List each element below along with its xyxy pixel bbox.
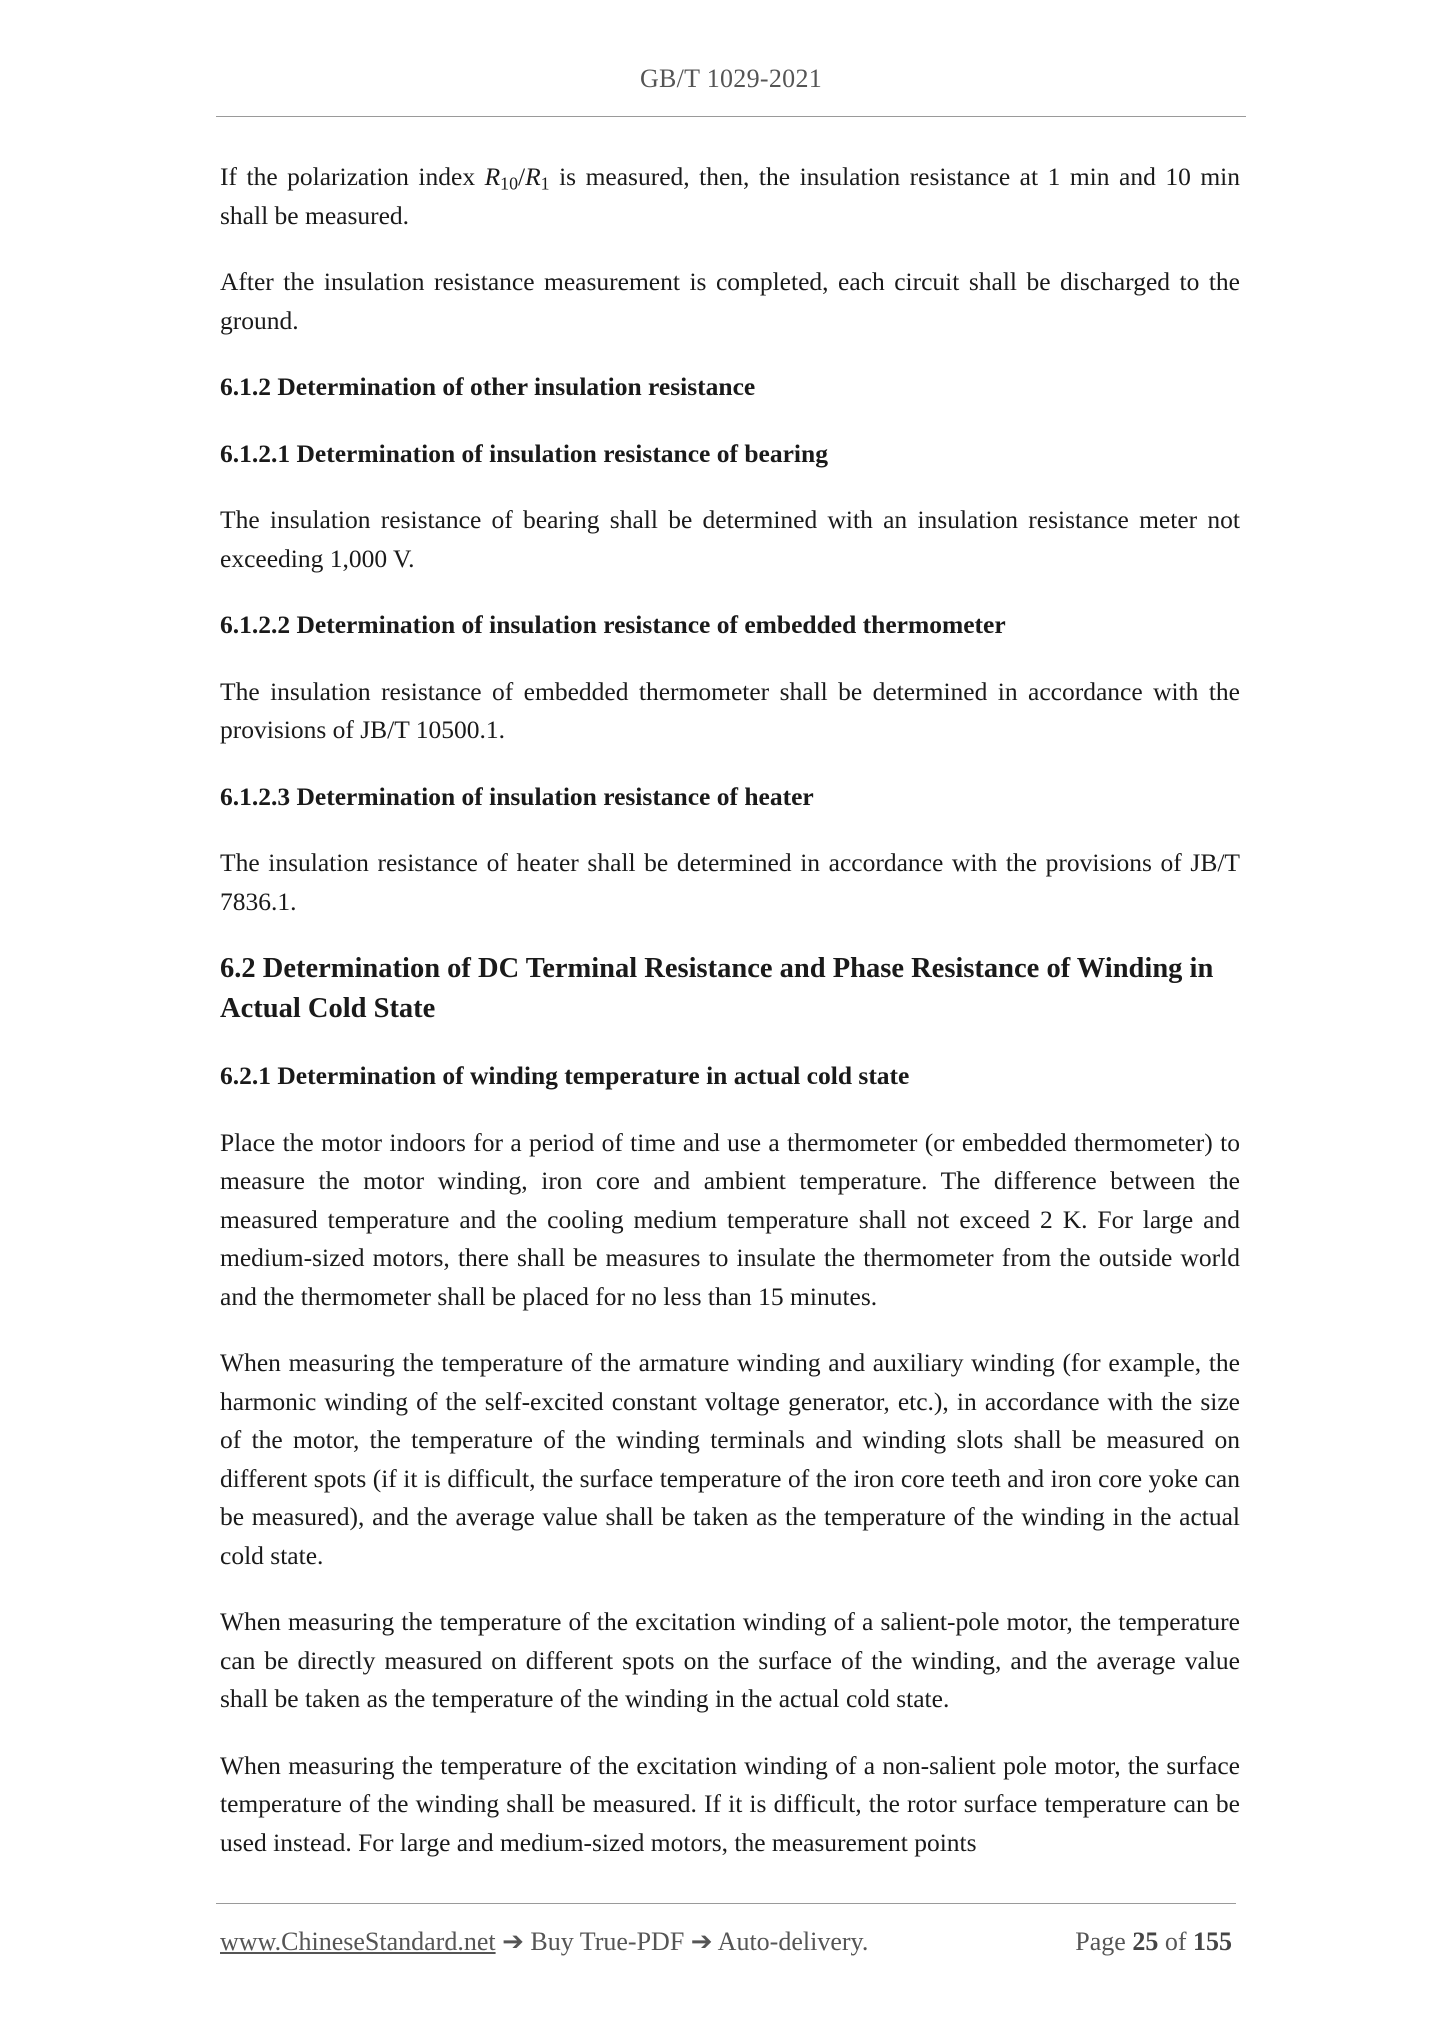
heading-6-1-2-1: 6.1.2.1 Determination of insulation resistance of bearing	[220, 438, 828, 468]
heading-6-2-1: 6.2.1 Determination of winding temperature in actual cold state	[220, 1061, 910, 1090]
paragraph-armature-winding: When measuring the temperature of the armature winding and auxiliary winding (for example, the harmonic winding of the self-excited constant voltage generator, etc.), in accordance with the size of the motor, the temperature of the winding terminals and winding slots shall be measured on different spots (if it is difficult, the surface temperature of the iron core teeth and iron core yoke can be measured), and the average value shall be taken as the temperature of the winding in the actual cold state.	[220, 1348, 1240, 1570]
paragraph-heater: The insulation resistance of heater shall be determined in accordance with the provisions of JB/T 7836.1.	[220, 848, 1240, 916]
paragraph-bearing: The insulation resistance of bearing shall be determined with an insulation resistance meter not exceeding 1,000 V.	[220, 505, 1240, 573]
page-body	[220, 158, 1240, 1890]
standard-id: GB/T 1029-2021	[639, 64, 823, 93]
document-header	[216, 64, 1246, 94]
paragraph-polarization-index: If the polarization index $R_{10}/R_1$ is measured, then, the insulation resistance at 1 min and 10 min shall be measured.	[220, 162, 1240, 230]
heading-6-1-2: 6.1.2 Determination of other insulation resistance	[220, 372, 756, 401]
site-link[interactable]: www.ChineseStandard.net	[220, 1927, 496, 1956]
heading-6-1-2-3: 6.1.2.3 Determination of insulation resistance of heater	[220, 781, 814, 811]
buy-text: Buy True-PDF	[530, 1927, 685, 1956]
paragraph-non-salient-pole: When measuring the temperature of the excitation winding of a non-salient pole motor, the surface temperature of the winding shall be measured. If it is difficult, the rotor surface temperature can be used instead. For large and medium-sized motors, the measurement points	[220, 1750, 1240, 1857]
symbol-r10: R	[484, 162, 501, 191]
arrow-right-icon: ➔	[690, 1927, 713, 1956]
delivery-text: Auto-delivery.	[717, 1927, 869, 1956]
arrow-right-icon: ➔	[502, 1927, 524, 1956]
paragraph-motor-indoors: Place the motor indoors for a period of time and use a thermometer (or embedded thermometer) to measure the motor winding, iron core and ambient temperature. The difference between the measured temperature and the cooling medium temperature shall not exceed 2 K. For large and medium-sized motors, there shall be measures to insulate the thermometer from the outside world and the thermometer shall be placed for no less than 15 minutes.	[220, 1127, 1240, 1311]
page-total: 155	[1193, 1927, 1232, 1956]
paragraph-salient-pole: When measuring the temperature of the excitation winding of a salient-pole motor, the temperature can be directly measured on different spots on the surface of the winding, and the average value shall be taken as the temperature of the winding in the actual cold state.	[220, 1607, 1240, 1713]
page-number: Page 25 of 155	[1075, 1927, 1232, 1956]
paragraph-discharge: After the insulation resistance measurement is completed, each circuit shall be discharged to the ground.	[220, 267, 1240, 335]
paragraph-embedded-thermometer: The insulation resistance of embedded thermometer shall be determined in accordance with the provisions of JB/T 10500.1.	[220, 676, 1240, 744]
page-current: 25	[1132, 1927, 1159, 1956]
header-divider	[216, 116, 1246, 117]
footer-left	[220, 1927, 868, 1957]
symbol-r1: R	[525, 162, 541, 191]
heading-6-2: 6.2 Determination of DC Terminal Resistance and Phase Resistance of Winding in Actual Cold State	[220, 953, 1214, 1024]
heading-6-1-2-2: 6.1.2.2 Determination of insulation resistance of embedded thermometer	[220, 610, 1006, 639]
document-footer	[220, 1927, 1232, 1957]
footer-divider	[216, 1903, 1236, 1904]
